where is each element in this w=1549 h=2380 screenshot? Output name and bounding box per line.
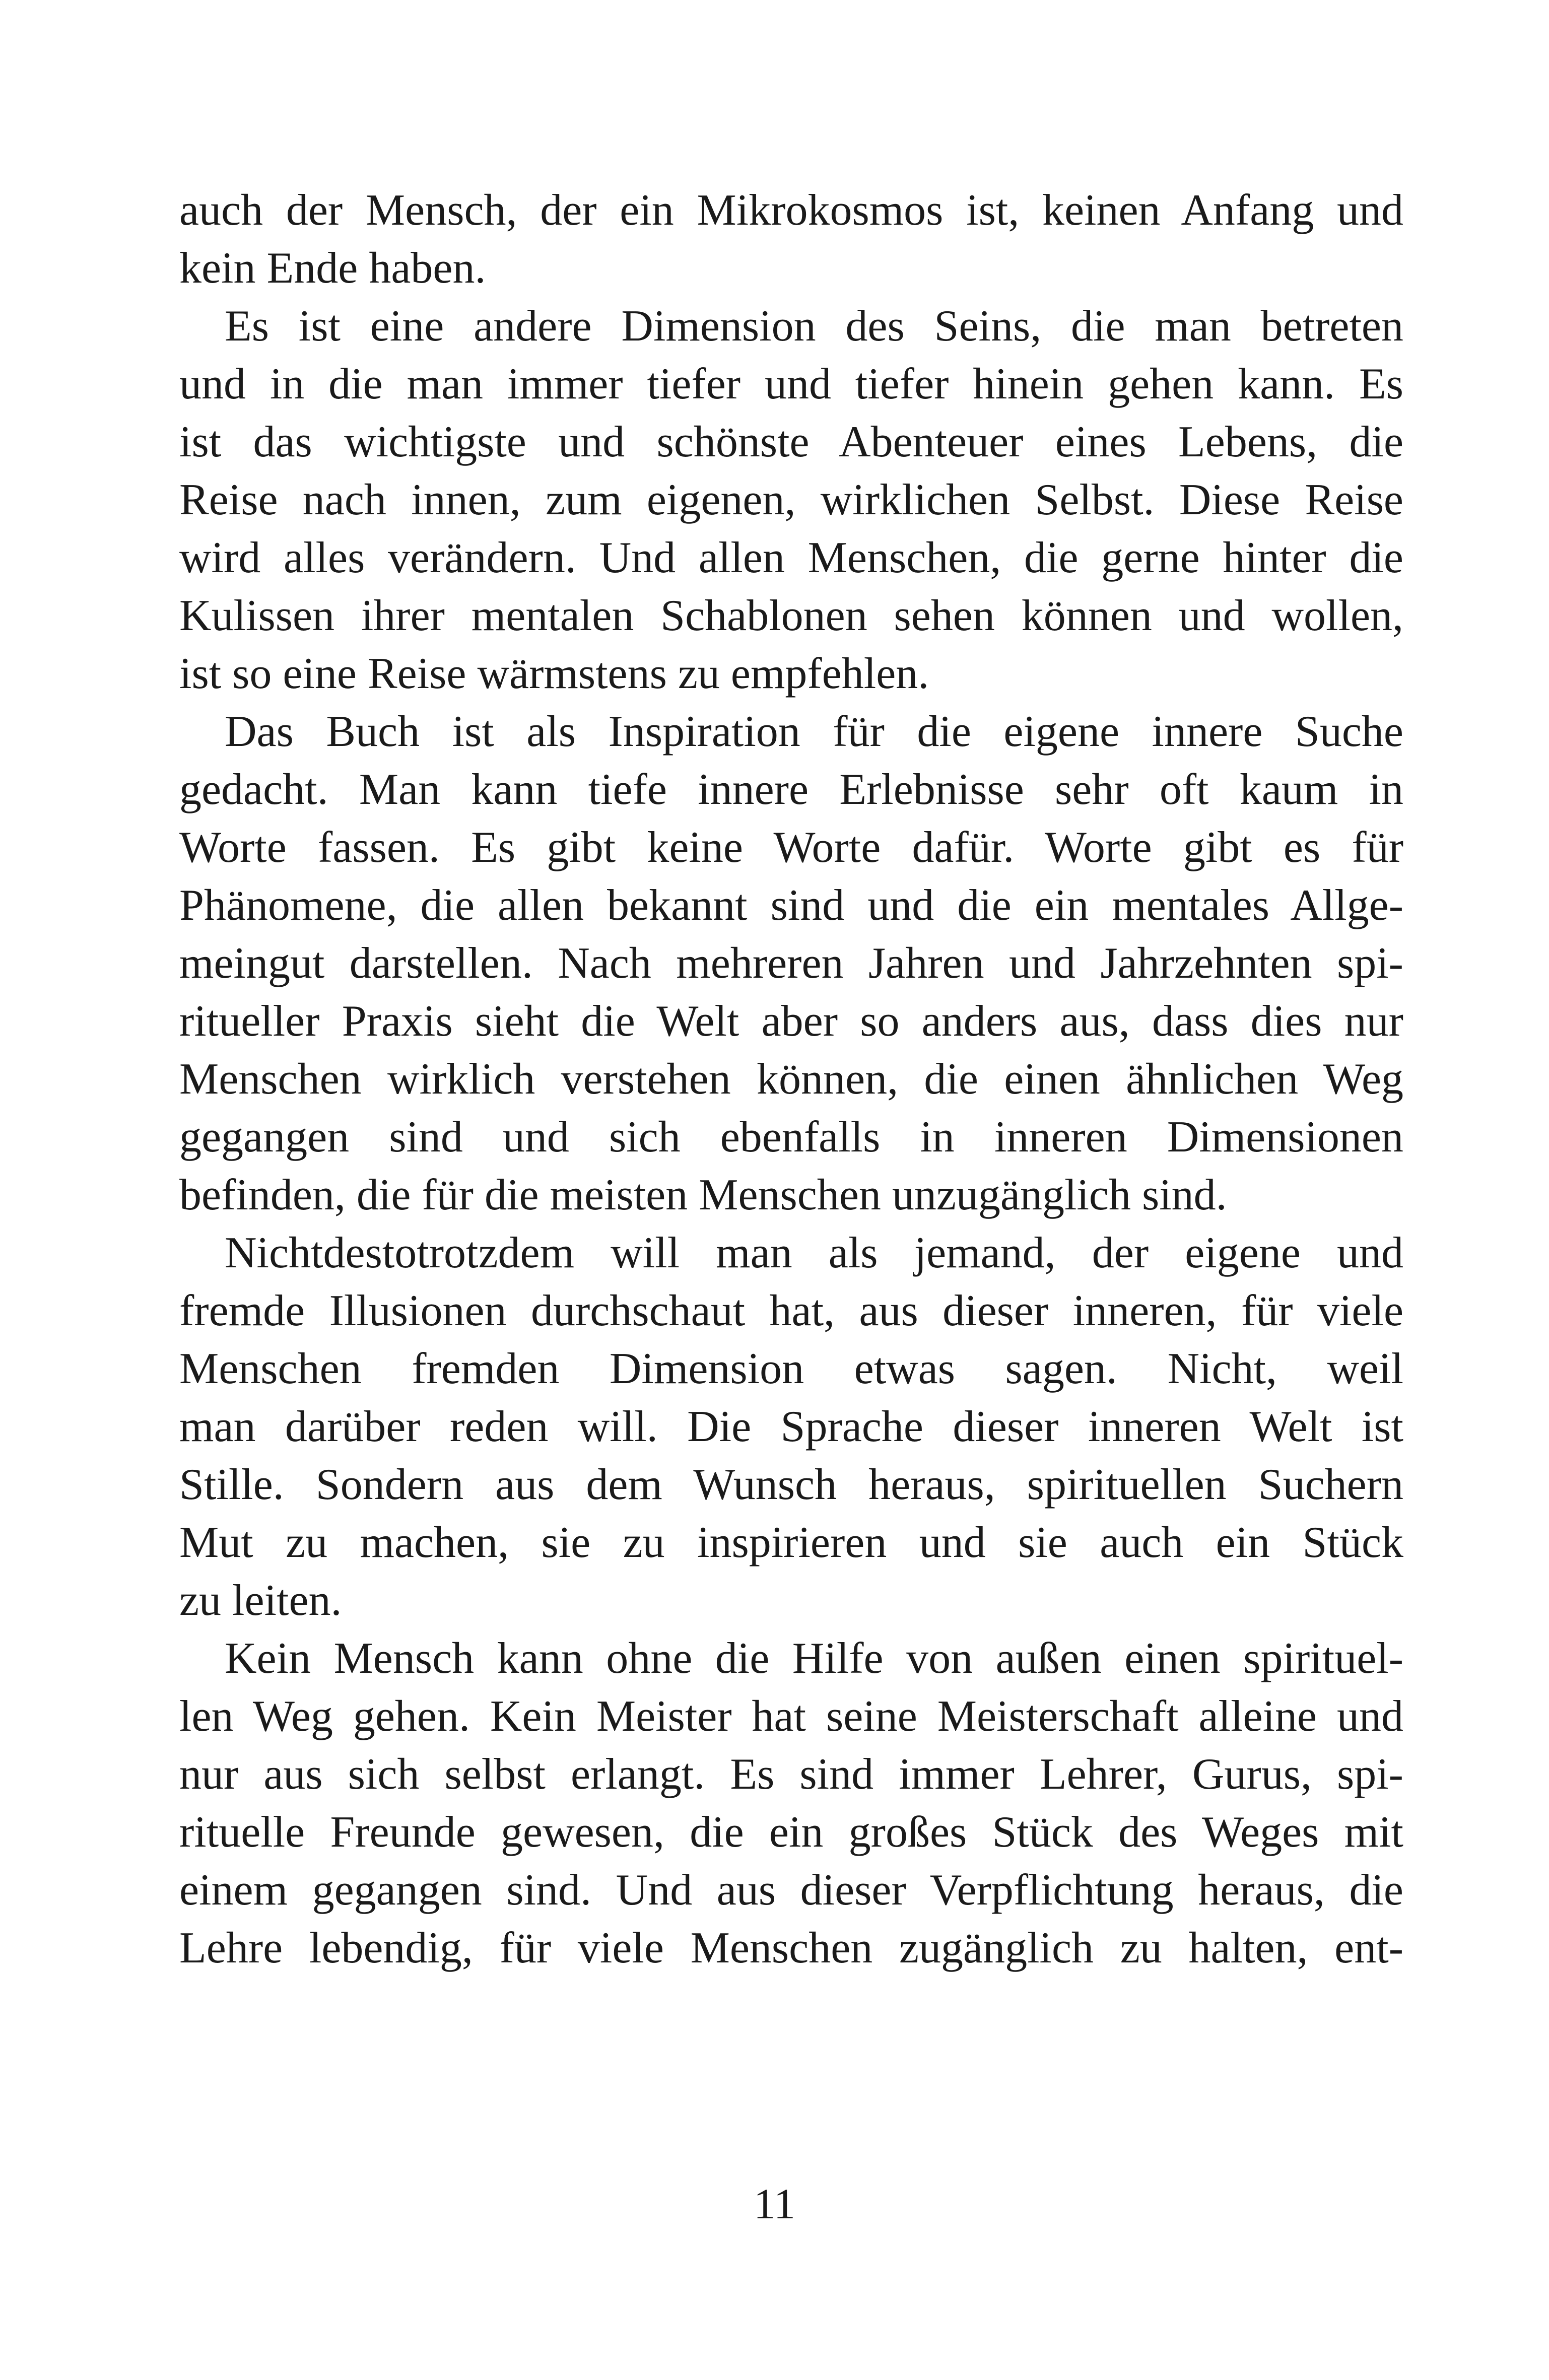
text-line: Reise nach innen, zum eigenen, wirklichen Selbst. Diese Reise (179, 475, 1403, 524)
text-line: Menschen fremden Dimension etwas sagen. Nicht, weil (179, 1344, 1403, 1393)
text-line: auch der Mensch, der ein Mikrokosmos ist, keinen Anfang und (179, 186, 1403, 235)
text-line: meingut darstellen. Nach mehreren Jahren und Jahrzehnten spi- (179, 939, 1403, 988)
text-line: gegangen sind und sich ebenfalls in inneren Dimensionen (179, 1113, 1403, 1162)
text-line: fremde Illusionen durchschaut hat, aus dieser inneren, für viele (179, 1286, 1403, 1335)
text-line: zu leiten. (179, 1576, 342, 1625)
text-line: Lehre lebendig, für viele Menschen zugänglich zu halten, ent- (179, 1924, 1403, 1973)
text-line: man darüber reden will. Die Sprache dieser inneren Welt ist (179, 1402, 1403, 1451)
body-text (179, 181, 1403, 1977)
text-line: einem gegangen sind. Und aus dieser Verpflichtung heraus, die (179, 1866, 1403, 1915)
text-line: Phänomene, die allen bekannt sind und die ein mentales Allge- (179, 881, 1403, 930)
text-line: Stille. Sondern aus dem Wunsch heraus, spirituellen Suchern (179, 1460, 1403, 1509)
text-line: ist das wichtigste und schönste Abenteuer eines Lebens, die (179, 418, 1403, 466)
text-line: Das Buch ist als Inspiration für die eigene innere Suche (225, 707, 1403, 756)
text-line: Es ist eine andere Dimension des Seins, die man betreten (225, 302, 1403, 351)
text-line: befinden, die für die meisten Menschen unzugänglich sind. (179, 1171, 1227, 1219)
text-line: Worte fassen. Es gibt keine Worte dafür. Worte gibt es für (179, 823, 1403, 872)
text-line: len Weg gehen. Kein Meister hat seine Meisterschaft alleine und (179, 1692, 1403, 1741)
text-line: nur aus sich selbst erlangt. Es sind immer Lehrer, Gurus, spi- (179, 1750, 1403, 1799)
text-line: Kein Mensch kann ohne die Hilfe von außen einen spirituel- (225, 1634, 1403, 1683)
text-line: kein Ende haben. (179, 244, 486, 293)
text-line: ritueller Praxis sieht die Welt aber so anders aus, dass dies nur (179, 997, 1403, 1046)
text-line: Kulissen ihrer mentalen Schablonen sehen können und wollen, (179, 591, 1403, 640)
text-line: wird alles verändern. Und allen Menschen, die gerne hinter die (179, 533, 1403, 582)
text-line: Mut zu machen, sie zu inspirieren und sie auch ein Stück (179, 1518, 1403, 1567)
text-line: und in die man immer tiefer und tiefer hinein gehen kann. Es (179, 360, 1403, 409)
text-line: rituelle Freunde gewesen, die ein großes Stück des Weges mit (179, 1808, 1403, 1857)
text-line: Nichtdestotrotzdem will man als jemand, der eigene und (225, 1229, 1403, 1277)
text-line: ist so eine Reise wärmstens zu empfehlen. (179, 649, 929, 698)
text-line: gedacht. Man kann tiefe innere Erlebnisse sehr oft kaum in (179, 765, 1403, 814)
page-number: 11 (754, 2180, 795, 2228)
text-line: Menschen wirklich verstehen können, die einen ähnlichen Weg (179, 1055, 1403, 1104)
